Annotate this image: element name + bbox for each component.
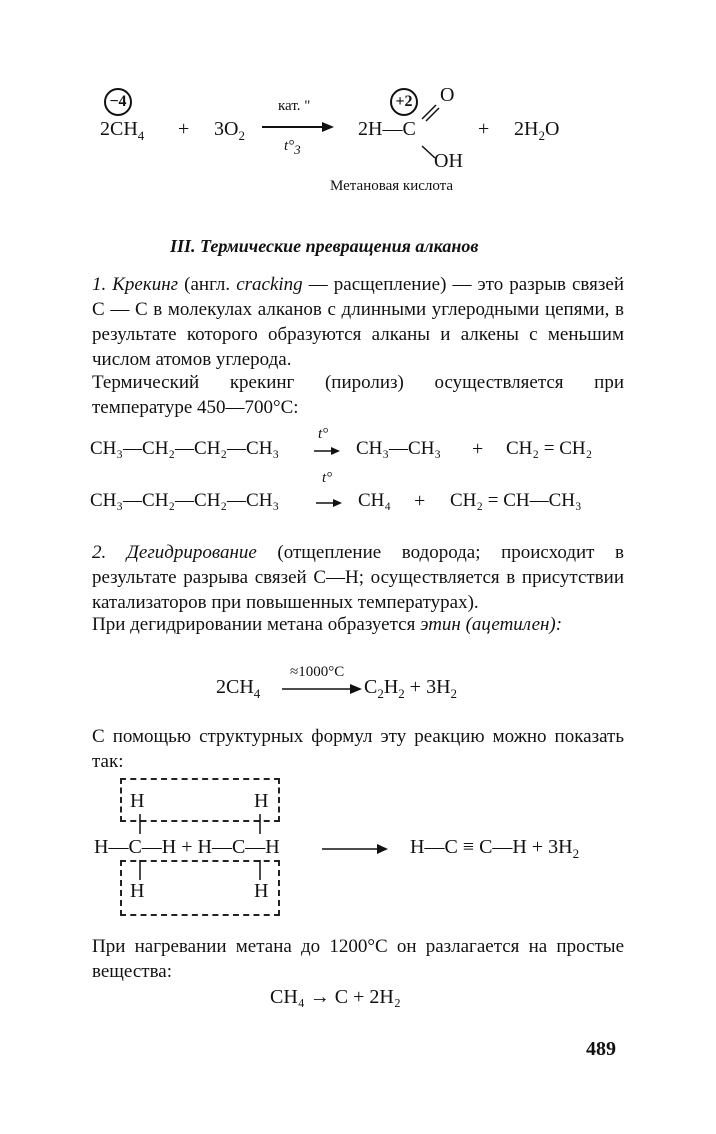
reaction3-condition: ≈1000°C (290, 664, 345, 680)
double-bond-icon (420, 102, 440, 122)
eq1-plus2: + (478, 118, 490, 140)
paragraph-methane-dehydrogenation: При дегидрировании метана образуется этин (ацетилен): (92, 614, 563, 635)
struct-h-top-left: H (130, 790, 145, 812)
struct-h-bottom-right: H (254, 880, 269, 902)
arrow-icon (316, 497, 342, 509)
eq1-o2: $3O_2$ (214, 118, 245, 143)
paragraph-dehydrogenation: 2. Дегидрирование (отщепление водорода; происходит в результате разрыва связей C—H; осуществляется в присутствии катализаторов при повышенных температурах). (92, 542, 624, 613)
arrow-icon (282, 683, 362, 695)
reaction2-product2: CH₂ = CH—CH₃ (450, 490, 582, 511)
struct-product: H—C ≡ C—H + $3H_2$ (410, 836, 580, 861)
eq1-plus1: + (178, 118, 190, 140)
struct-h-top-right: H (254, 790, 269, 812)
reaction3-arrow (282, 682, 362, 700)
arrow-icon (314, 445, 340, 457)
oxidation-state-right: +2 (390, 88, 418, 116)
oxidation-state-left: −4 (104, 88, 132, 116)
reaction3-right: $C_2H_2 + 3H_2$ (364, 676, 458, 701)
reaction3-left: $2CH_4$ (216, 676, 261, 701)
struct-middle: H—C—H + H—C—H (94, 836, 280, 858)
reaction2-left: CH₃—CH₂—CH₂—CH₃ (90, 490, 280, 511)
reaction1-condition: t° (318, 426, 329, 442)
struct-arrow (322, 842, 388, 860)
eq1-catalyst: кат. " (278, 98, 311, 114)
reaction1-left: CH₃—CH₂—CH₂—CH₃ (90, 438, 280, 459)
eq1-oh: OH (434, 150, 463, 172)
paragraph-thermal-cracking: Термический крекинг (пиролиз) осуществляется при температуре 450—700°C: (92, 372, 624, 418)
paragraph-structural: С помощью структурных формул эту реакцию можно показать так: (92, 726, 624, 772)
eq1-caption: Метановая кислота (330, 178, 454, 194)
eq1-arrow (262, 120, 334, 139)
eq1-product: 2H—C (358, 118, 416, 140)
section-title: III. Термические превращения алканов (170, 236, 479, 256)
bond-lines-icon (120, 858, 280, 882)
reaction4: CH₄ → C + 2H₂ (270, 986, 401, 1008)
page-number: 489 (586, 1038, 616, 1060)
arrow-icon (322, 843, 388, 855)
paragraph-decomposition: При нагревании метана до 1200°C он разлагается на простые вещества: (92, 936, 624, 982)
reaction1-product1: CH₃—CH₃ (356, 438, 442, 459)
arrow-icon (262, 120, 334, 134)
reaction1-plus: + (472, 438, 484, 460)
paragraph-cracking: 1. Крекинг (англ. cracking — расщепление) — это разрыв связей C — C в молекулах алканов с длинными углеродными цепями, в результате которого образуются алканы и алкены с меньшим числом атомов углерода. (92, 274, 625, 370)
reaction1-product2: CH₂ = CH₂ (506, 438, 593, 459)
bond-lines-icon (120, 812, 280, 836)
eq1-temperature: $t^\circ_3$ (284, 138, 301, 157)
reaction2-product1: CH₄ (358, 490, 392, 511)
reaction1-arrow (314, 444, 340, 462)
eq1-double-bond (420, 102, 440, 127)
eq1-o-top: O (440, 84, 455, 106)
reaction2-condition: t° (322, 470, 333, 486)
struct-h-bottom-left: H (130, 880, 145, 902)
reaction2-arrow (316, 496, 342, 514)
reaction2-plus: + (414, 490, 426, 512)
eq1-water: $2H_2O$ (514, 118, 560, 143)
eq1-left: $2CH_4$ (100, 118, 145, 143)
